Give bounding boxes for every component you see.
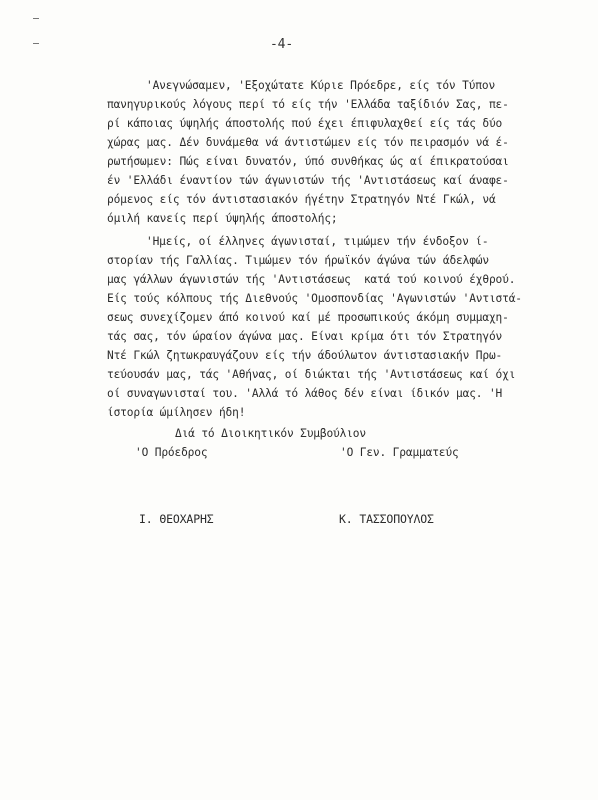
paragraph2-line: μας γάλλων άγωνιστών τής 'Αντιστάσεως κατά τού κοινού έχθρού.: [107, 273, 516, 286]
paragraph2-line: Ντέ Γκώλ ζητωκραυγάζουν είς τήν άδούλωτον άντιστασιακήν Πρω-: [107, 349, 503, 362]
paragraph2-line: Είς τούς κόλπους τής Διεθνούς 'Ομοσπονδίας 'Αγωνιστών 'Αντιστά-: [107, 292, 522, 305]
board-heading: Διά τό Διοικητικόν Συμβούλιον: [175, 427, 366, 440]
secretary-title: 'Ο Γεν. Γραμματεύς: [340, 446, 459, 459]
president-name: Ι. ΘΕΟΧΑΡΗΣ: [139, 512, 214, 526]
secretary-name: Κ. ΤΑΣΣΟΠΟΥΛΟΣ: [339, 512, 434, 526]
paragraph2-line: οί συναγωνισταί του. 'Αλλά τό λάθος δέν είναι ίδικόν μας. 'Η: [107, 387, 503, 400]
paragraph1-line: όμιλή κανείς περί ύψηλής άποστολής;: [107, 212, 338, 225]
page-number: -4-: [270, 37, 294, 52]
margin-mark: [33, 18, 39, 19]
paragraph2-line: στορίαν τής Γαλλίας. Τιμώμεν τόν ήρωϊκόν άγώνα τών άδελφών: [107, 254, 489, 267]
paragraph2-line: τάς σας, τόν ώραίον άγώνα μας. Είναι κρίμα ότι τόν Στρατηγόν: [107, 330, 503, 343]
paragraph1-line: έν 'Ελλάδι έναντίον τών άγωνιστών τής 'Αντιστάσεως καί άναφε-: [107, 174, 509, 187]
paragraph1-line: 'Ανεγνώσαμεν, 'Εξοχώτατε Κύριε Πρόεδρε, είς τόν Τύπον: [146, 79, 496, 92]
paragraph1-line: ρί κάποιας ύψηλής άποστολής πού έχει έπιφυλαχθεί είς τάς δύο: [107, 117, 503, 130]
president-title: 'Ο Πρόεδρος: [135, 446, 208, 459]
paragraph2-line: 'Ημείς, οί έλληνες άγωνισταί, τιμώμεν τήν ένδοξον ί-: [146, 235, 489, 248]
paragraph2-line: σεως συνεχίζομεν άπό κοινού καί μέ προσωπικούς άκόμη συμμαχη-: [107, 311, 509, 324]
paragraph1-line: χώρας μας. Δέν δυνάμεθα νά άντιστώμεν είς τόν πειρασμόν νά έ-: [107, 136, 509, 149]
paragraph2-line: ίστορία ώμίλησεν ήδη!: [107, 406, 246, 419]
paragraph1-line: ρωτήσωμεν: Πώς είναι δυνατόν, ύπό συνθήκας ώς αί έπικρατούσαι: [107, 155, 509, 168]
paragraph1-line: πανηγυρικούς λόγους περί τό είς τήν 'Ελλάδα ταξίδιόν Σας, πε-: [107, 98, 509, 111]
margin-mark: [33, 43, 39, 44]
paragraph2-line: τεύουσάν μας, τάς 'Αθήνας, οί διώκται τής 'Αντιστάσεως καί όχι: [107, 368, 516, 381]
paragraph1-line: ρόμενος είς τόν άντιστασιακόν ήγέτην Στρατηγόν Ντέ Γκώλ, νά: [107, 193, 496, 206]
